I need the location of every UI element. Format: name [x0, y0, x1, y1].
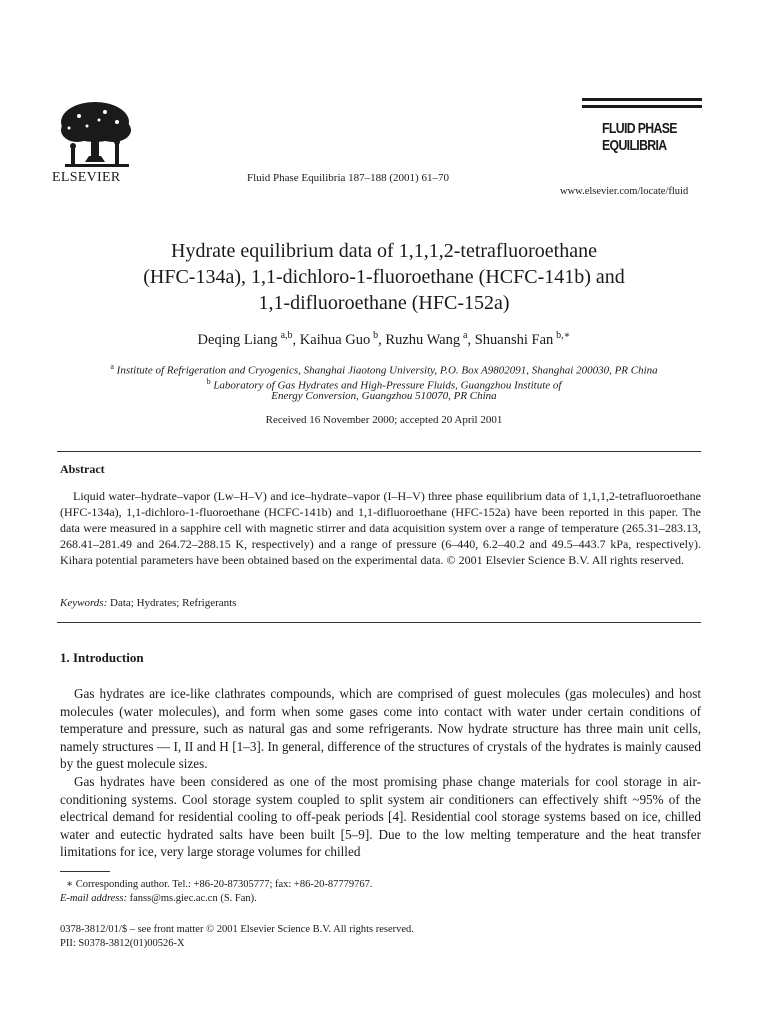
affiliation-text: Institute of Refrigeration and Cryogenics, Shanghai Jiaotong University, P.O. Box A9802091, Shanghai 200030, PR China — [116, 364, 658, 377]
divider — [57, 622, 701, 623]
author-name: Shuanshi Fan — [474, 331, 554, 348]
email-address[interactable]: fanss@ms.giec.ac.cn (S. Fan). — [129, 893, 257, 904]
author-name: Ruzhu Wang — [385, 331, 461, 348]
author-name: Deqing Liang — [197, 331, 278, 348]
author-separator: , — [378, 331, 386, 348]
title-line: (HFC-134a), 1,1-dichloro-1-fluoroethane (HCFC-141b) and — [143, 266, 625, 288]
corresponding-author-note: ∗ Corresponding author. Tel.: +86-20-87305777; fax: +86-20-87779767. — [66, 879, 373, 890]
journal-logo-line2: EQUILIBRIA — [602, 137, 667, 154]
keywords — [60, 597, 236, 609]
elsevier-tree-logo — [55, 100, 137, 170]
divider — [57, 451, 701, 452]
body-paragraph: Gas hydrates are ice-like clathrates compounds, which are comprised of guest molecules (gas molecules) and host molecules (water molecules), and form when some gases come into contact with water under certain conditions of temperature and pressure, such as natural gas and some refrigerants. Now hydrate structure has three main unit cells, namely structures — I, II and H [1–3]. In general, difference of the structures of crystals of the hydrates is mainly caused by the guest molecule sizes. — [60, 686, 701, 772]
author-affil-mark: a,b — [280, 330, 293, 341]
publisher-name: ELSEVIER — [52, 170, 121, 185]
abstract-text: Liquid water–hydrate–vapor (Lw–H–V) and ice–hydrate–vapor (I–H–V) three phase equilibrium data of 1,1,1,2-tetrafluoroethane (HFC-134a), 1,1-dichloro-1-fluoroethane (HCFC-141b) and 1,1-difluoroethane (HFC-152a) have been reported in this paper. The data were measured in a sapphire cell with magnetic stirrer and data acquisition system over a range of temperature (265.31–283.13, 268.41–281.49 and 264.72–288.15 K, respectively) and a range of pressure (6–440, 6.2–40.2 and 49.5–443.7 kPa, respectively). Kihara potential parameters have been obtained based on the experimental data. © 2001 Elsevier Science B.V. All rights reserved. — [60, 489, 701, 567]
keywords-label: Keywords: — [60, 597, 108, 609]
journal-url[interactable]: www.elsevier.com/locate/fluid — [560, 186, 689, 197]
author-separator: , — [292, 331, 300, 348]
issn-line: 0378-3812/01/$ – see front matter © 2001 Elsevier Science B.V. All rights reserved. — [60, 924, 414, 935]
section-heading: 1. Introduction — [60, 650, 144, 665]
affiliation-mark: a — [110, 362, 114, 371]
body-paragraph: Gas hydrates have been considered as one of the most promising phase change materials for cool storage in air-conditioning systems. Cool storage system coupled to split system air conditioners can effectively shift ~95% of the electrical demand for residential cooling to off-peak periods [4]. Residential cool storage systems based on ice, chilled water and eutectic hydrated salts have been built [5–9]. Due to the low melting temperature and the heat transfer limitations for ice, very large storage volumes for chilled — [60, 774, 701, 860]
email-label: E-mail address: — [60, 893, 127, 904]
abstract-heading: Abstract — [60, 462, 105, 476]
author-affil-mark: b — [373, 330, 379, 341]
received-dates: Received 16 November 2000; accepted 20 April 2001 — [265, 414, 503, 426]
author-separator: , — [467, 331, 475, 348]
keywords-text: Data; Hydrates; Refrigerants — [110, 597, 237, 609]
affiliation-text: Laboratory of Gas Hydrates and High-Pressure Fluids, Guangzhou Institute of — [213, 379, 562, 392]
affiliation-b-cont — [40, 389, 728, 404]
email-note — [60, 892, 257, 905]
journal-logo — [582, 98, 702, 176]
author-list — [60, 330, 708, 349]
title-line: Hydrate equilibrium data of 1,1,1,2-tetrafluoroethane — [171, 240, 597, 262]
author-affil-mark: b,∗ — [556, 330, 571, 341]
affiliation-mark: b — [206, 377, 211, 386]
journal-logo-line1: FLUID PHASE — [602, 120, 677, 137]
article-title — [60, 238, 708, 316]
author-name: Kaihua Guo — [299, 331, 371, 348]
affiliation-text: Energy Conversion, Guangzhou 510070, PR China — [271, 390, 497, 402]
author-affil-mark: a — [463, 330, 468, 341]
footnote-rule — [60, 871, 110, 872]
title-line: 1,1-difluoroethane (HFC-152a) — [258, 292, 510, 314]
pii-line: PII: S0378-3812(01)00526-X — [60, 938, 185, 949]
journal-reference: Fluid Phase Equilibria 187–188 (2001) 61–70 — [247, 172, 449, 184]
